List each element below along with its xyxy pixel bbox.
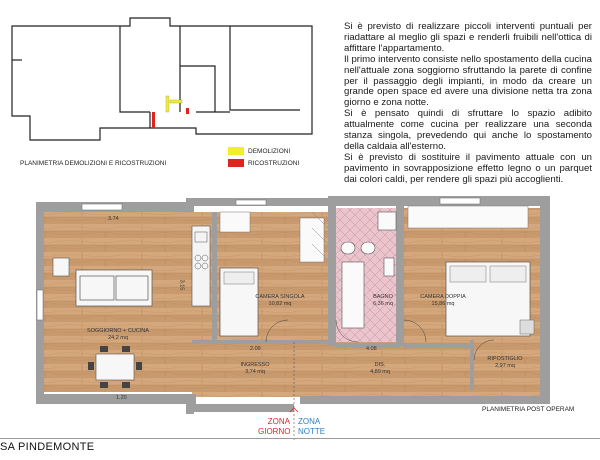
dimension-corridor-mid: 4.08 [366,346,377,352]
room-label-ripostiglio [480,356,530,369]
room-name: RIPOSTIGLIO [487,356,523,362]
room-area: 24,2 mq [108,334,128,341]
note-paragraph-3: Si è pensato quindi di sfruttare lo spazio adibito attualmente come cucina per realizzare una seconda stanza singola, prevedendo qui anche lo spostamento della caldaia all'esterno. [344,108,592,152]
room-label-bagno [363,294,403,307]
zone-giorno-top: ZONA [267,417,290,426]
note-paragraph-1: Si è previsto di realizzare piccoli interventi puntuali per riadattare al meglio gli spazi e renderli fruibili nell'ottica di affittare l'appartamento. [344,21,592,54]
dimension-corridor-left: 2.09 [250,346,261,352]
zone-giorno [258,417,290,437]
room-area: 4,89 mq [370,368,390,375]
note-paragraph-4: Si è previsto di sostituire il pavimento attuale con un pavimento in sovrapposizione effetto legno o un parquet dai colori caldi, per rendere gli spazi più accoglienti. [344,151,592,185]
room-label-camera-doppia [418,294,468,307]
room-label-camera-singola [250,294,310,307]
zone-notte-top: ZONA [298,417,321,426]
room-name: CAMERA DOPPIA [420,294,466,300]
room-label-disimpegno [360,362,400,375]
room-label-soggiorno [78,328,158,341]
room-area: 15,86 mq [431,300,455,307]
zone-notte [298,417,330,437]
room-name: SOGGIORNO + CUCINA [87,328,149,334]
room-name: BAGNO [373,294,393,300]
room-name: INGRESSO [240,362,270,368]
zone-notte-bottom: NOTTE [298,427,326,436]
footer-divider [0,438,600,439]
legend-label-demolizioni: DEMOLIZIONI [248,148,291,155]
note-paragraph-2: Il primo intervento consiste nello spostamento della cucina nell'attuale zona soggiorno sfruttando la parete di confine per il passaggio degli impianti, in modo da creare un grande open space ed avere una divisione netta tra zona giorno e zona notte. [344,53,592,109]
room-area: 2,97 mq [495,362,515,369]
room-name: CAMERA SINGOLA [255,294,305,300]
room-area: 10,82 mq [268,300,292,307]
dimension-top-width: 3.74 [108,216,119,222]
demolition-plan-caption: PLANIMETRIA DEMOLIZIONI E RICOSTRUZIONI [20,160,167,167]
footer-title: SA PINDEMONTE [0,441,95,453]
dimension-bottom-width: 1.20 [116,395,127,401]
room-area: 6,36 mq [373,300,393,307]
room-label-ingresso [230,362,280,375]
room-name: DIS. [374,362,386,368]
postop-plan-caption: PLANIMETRIA POST OPERAM [482,406,575,413]
dimension-side-height: 3.15 [178,279,185,291]
zone-giorno-bottom: GIORNO [258,427,291,436]
room-area: 3,74 mq [245,368,265,375]
legend-label-ricostruzioni: RICOSTRUZIONI [248,160,300,167]
